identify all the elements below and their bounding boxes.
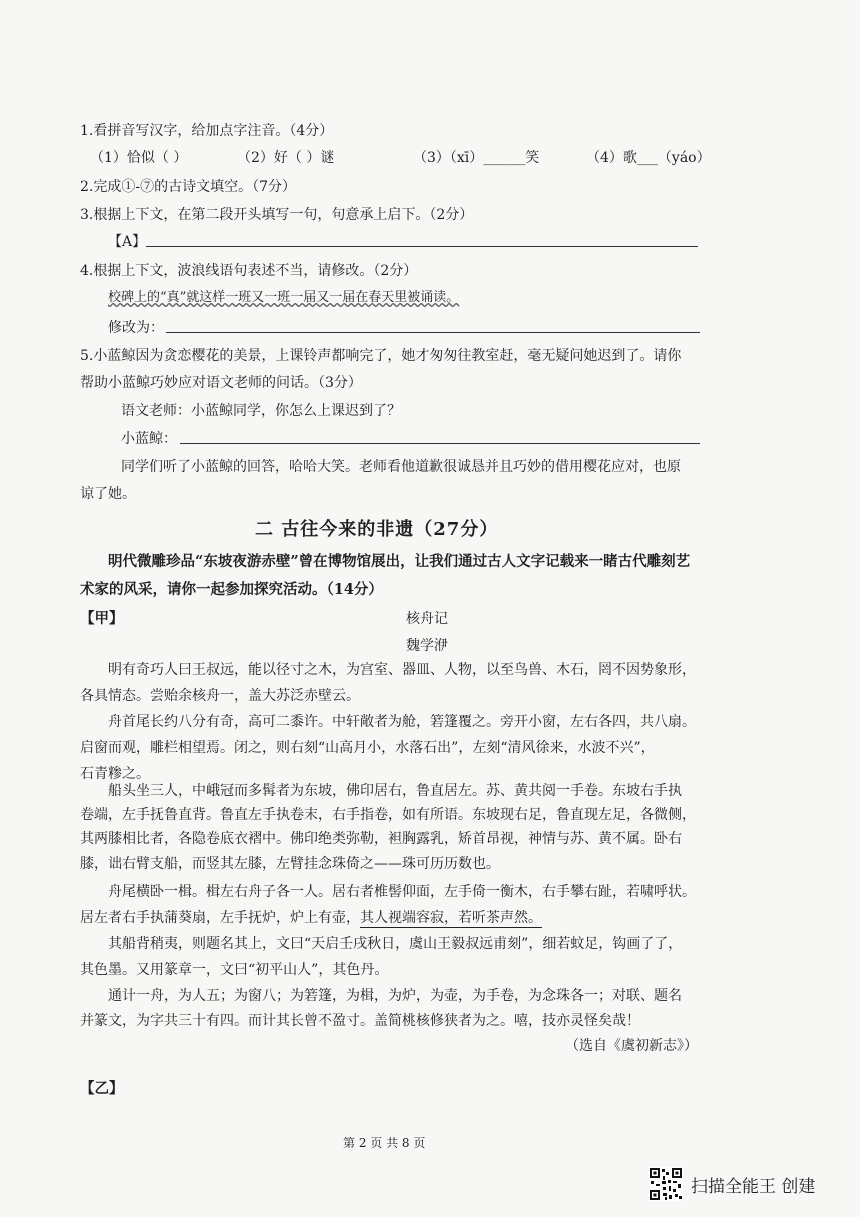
page-number: 第 2 页 共 8 页 <box>343 1136 426 1150</box>
qr-code-icon <box>649 1167 683 1201</box>
essay-p2-line1: 舟首尾长约八分有奇，高可二黍许。中轩敞者为舱，箬篷覆之。旁开小窗，左右各四，共八扇。 <box>108 714 696 730</box>
q4-stem: 4.根据上下文，波浪线语句表述不当，请修改。（2分） <box>80 263 418 279</box>
yi-label: 【乙】 <box>80 1080 124 1097</box>
q3-answer-line[interactable] <box>146 246 698 247</box>
essay-p3-line2: 卷端，左手抚鲁直背。鲁直左手执卷末，右手指卷，如有所语。东坡现右足，鲁直现左足，各微侧， <box>80 807 696 823</box>
jia-label: 【甲】 <box>80 610 124 627</box>
q5-answer-line[interactable] <box>180 443 700 444</box>
q4-answer-line[interactable] <box>166 332 700 333</box>
essay-p4-underlined-sentence: 其人视端容寂，若听茶声然。 <box>360 910 542 926</box>
section-2-intro-line2: 术家的风采，请你一起参加探究活动。（14分） <box>80 581 383 598</box>
q5-ending-line2: 谅了她。 <box>80 486 136 502</box>
q4-wavy-sentence: 校碑上的“真”就这样一班又一班一届又一届在春天里被诵读。 <box>108 290 460 305</box>
essay-p1-line2: 各具情态。尝贻余核舟一，盖大苏泛赤壁云。 <box>80 688 360 704</box>
essay-p4-line1: 舟尾横卧一楫。楫左右舟子各一人。居右者椎髻仰面，左手倚一衡木，右手攀右趾，若啸呼状。 <box>108 884 696 900</box>
essay-p5-line1: 其船背稍夷，则题名其上，文曰“天启壬戌秋日，虞山王毅叔远甫刻”，细若蚊足，钩画了了， <box>108 936 683 952</box>
essay-p2-line2: 启窗而观，雕栏相望焉。闭之，则右刻“山高月小，水落石出”，左刻“清风徐来，水波不兴”， <box>80 740 655 756</box>
section-2-title: 二 古往今来的非遗（27分） <box>255 519 499 540</box>
essay-p4-line2 <box>80 908 542 928</box>
q5-stem-line1: 5.小蓝鲸因为贪恋樱花的美景，上课铃声都响完了，她才匆匆往教室赶，毫无疑问她迟到了。请你 <box>80 348 682 364</box>
essay-p6-line2: 并篆文，为字共三十有四。而计其长曾不盈寸。盖简桃核修狭者为之。嘻，技亦灵怪矣哉！ <box>80 1013 640 1029</box>
essay-p6-line1: 通计一舟，为人五；为窗八；为箬篷，为楫，为炉，为壶，为手卷，为念珠各一；对联、题名 <box>108 988 682 1004</box>
essay-p2-line3: 石青糁之。 <box>80 766 150 782</box>
q2-stem: 2.完成①-⑦的古诗文填空。（7分） <box>80 179 296 195</box>
essay-title: 核舟记 <box>406 611 448 627</box>
essay-p4-line2-text: 居左者右手执蒲葵扇，左手抚炉，炉上有壶， <box>80 910 360 926</box>
q3-answer-label: 【A】 <box>108 234 147 250</box>
scanner-watermark: 扫描全能王 创建 <box>691 1177 816 1197</box>
essay-p3-line1: 船头坐三人，中峨冠而多髯者为东坡，佛印居右，鲁直居左。苏、黄共阅一手卷。东坡右手执 <box>108 783 682 799</box>
q4-fix-label: 修改为： <box>108 320 164 336</box>
q5-teacher-line: 语文老师：小蓝鲸同学，你怎么上课迟到了？ <box>121 403 401 419</box>
q1-item-2: （2）好（ ）谜 <box>237 150 335 166</box>
q1-stem: 1.看拼音写汉字，给加点字注音。（4分） <box>80 123 334 139</box>
essay-source: （选自《虞初新志》） <box>565 1038 698 1054</box>
q1-item-4: （4）歌___（yáo） <box>586 150 711 166</box>
q5-stem-line2: 帮助小蓝鲸巧妙应对语文老师的问话。（3分） <box>80 375 362 391</box>
q1-item-1: （1）恰似（ ） <box>90 150 188 166</box>
section-2-intro-line1: 明代微雕珍品“东坡夜游赤壁”曾在博物馆展出，让我们通过古人文字记载来一睹古代雕刻艺 <box>108 553 691 570</box>
essay-p3-line3: 其两膝相比者，各隐卷底衣褶中。佛印绝类弥勒，袒胸露乳，矫首昂视，神情与苏、黄不属。卧右 <box>80 831 682 847</box>
essay-p1-line1: 明有奇巧人曰王叔远，能以径寸之木，为宫室、器皿、人物，以至鸟兽、木石，罔不因势象形， <box>108 662 696 678</box>
q5-ending-line1: 同学们听了小蓝鲸的回答，哈哈大笑。老师看他道歉很诚恳并且巧妙的借用樱花应对，也原 <box>121 459 681 475</box>
q5-student-label: 小蓝鲸： <box>121 431 177 447</box>
essay-p5-line2: 其色墨。又用篆章一，文曰“初平山人”，其色丹。 <box>80 962 389 978</box>
q1-item-3: （3）（xī）______笑 <box>413 150 540 166</box>
essay-author: 魏学洢 <box>406 638 448 654</box>
q4-sentence <box>108 288 459 308</box>
q3-stem: 3.根据上下文，在第二段开头填写一句，句意承上启下。（2分） <box>80 207 474 223</box>
essay-p3-line4: 膝，诎右臂支船，而竖其左膝，左臂挂念珠倚之——珠可历历数也。 <box>80 856 500 872</box>
